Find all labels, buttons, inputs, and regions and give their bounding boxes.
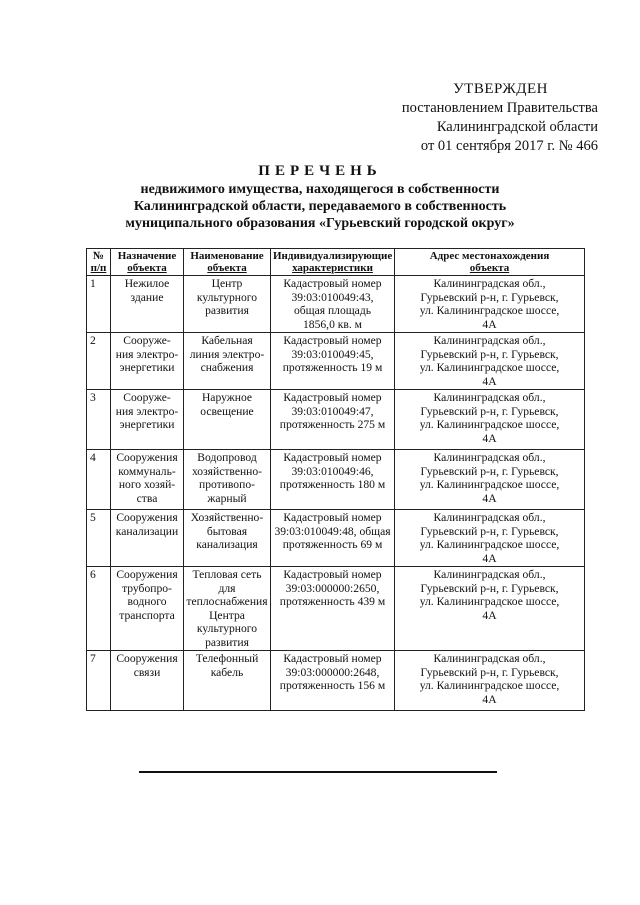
cell-address-line: ул. Калининградское шоссе,	[419, 361, 560, 374]
cell-purpose-line: коммуналь-	[118, 464, 176, 478]
table-row	[87, 390, 585, 450]
header-num: № п/п	[87, 249, 111, 276]
table-row	[87, 567, 585, 651]
cell-purpose	[111, 510, 184, 567]
cell-name-line: бытовая	[206, 524, 248, 538]
cell-name-line: Центра	[209, 608, 245, 622]
cell-num: 7	[87, 651, 111, 711]
header-address: Адрес местонахождения объекта	[395, 249, 585, 276]
cell-name-line: культурного	[196, 290, 258, 304]
cell-purpose-line: связи	[133, 665, 161, 679]
cell-address-line: ул. Калининградское шоссе,	[419, 304, 560, 317]
cell-name-line: Хозяйственно-	[190, 511, 264, 524]
cell-num: 2	[87, 333, 111, 390]
approval-title: УТВЕРЖДЕН	[453, 81, 548, 97]
cell-num: 4	[87, 450, 111, 510]
cell-address	[395, 276, 585, 333]
cell-purpose-line: Сооруже-	[123, 391, 171, 404]
cell-characteristics	[271, 390, 395, 450]
cell-purpose	[111, 390, 184, 450]
cell-address-line: ул. Калининградское шоссе,	[419, 478, 560, 491]
document-title: ПЕРЕЧЕНЬ	[258, 163, 382, 179]
cell-characteristics-line: Кадастровый номер	[283, 652, 382, 665]
cell-purpose	[111, 276, 184, 333]
cell-address-line: 4А	[482, 551, 497, 565]
cell-characteristics-line: 39:03:010049:48, общая	[274, 524, 391, 538]
cell-characteristics	[271, 333, 395, 390]
cell-purpose-line: Сооруже-	[123, 334, 171, 347]
cell-name-line: развития	[205, 635, 249, 649]
cell-num: 3	[87, 390, 111, 450]
heading-line-1: недвижимого имущества, находящегося в собственности	[140, 182, 500, 197]
cell-characteristics-line: 39:03:000000:2648,	[285, 665, 380, 679]
cell-name-line: Тепловая сеть	[192, 568, 262, 581]
cell-name-line: Наружное	[201, 391, 253, 404]
cell-characteristics-line: протяженность 19 м	[282, 361, 383, 374]
cell-characteristics-line: протяженность 275 м	[279, 418, 386, 431]
cell-address-line: Гурьевский р-н, г. Гурьевск,	[420, 464, 559, 478]
cell-address-line: ул. Калининградское шоссе,	[419, 679, 560, 692]
table-body	[87, 276, 585, 711]
cell-address-line: 4А	[482, 431, 497, 445]
cell-address-line: Гурьевский р-н, г. Гурьевск,	[420, 404, 559, 418]
approval-line-2: Калининградской области	[436, 119, 598, 135]
cell-purpose-line: транспорта	[119, 608, 175, 622]
cell-address-line: Калининградская обл.,	[433, 451, 546, 464]
cell-purpose-line: ния электро-	[115, 404, 179, 418]
table-row	[87, 276, 585, 333]
cell-address-line: ул. Калининградское шоссе,	[419, 595, 560, 608]
cell-characteristics-line: протяженность 439 м	[279, 595, 386, 608]
table-header-row	[87, 249, 585, 276]
cell-name-line: освещение	[200, 404, 254, 418]
cell-characteristics-line: 39:03:010049:45,	[291, 347, 374, 361]
header-characteristics: Индивидуализирующие характеристики	[271, 249, 395, 276]
cell-address-line: Гурьевский р-н, г. Гурьевск,	[420, 665, 559, 679]
cell-name	[184, 567, 271, 651]
cell-address-line: ул. Калининградское шоссе,	[419, 418, 560, 431]
cell-characteristics-line: Кадастровый номер	[283, 568, 382, 581]
cell-characteristics-line: протяженность 69 м	[282, 538, 383, 551]
cell-address-line: 4А	[482, 317, 497, 331]
cell-characteristics-line: 1856,0 кв. м	[302, 317, 363, 331]
cell-address-line: ул. Калининградское шоссе,	[419, 538, 560, 551]
cell-purpose-line: ния электро-	[115, 347, 179, 361]
cell-address	[395, 567, 585, 651]
cell-purpose-line: энергетики	[119, 418, 175, 431]
cell-characteristics-line: общая площадь	[293, 304, 372, 317]
cell-address-line: 4А	[482, 608, 497, 622]
cell-name-line: культурного	[196, 622, 258, 635]
cell-address	[395, 450, 585, 510]
cell-characteristics	[271, 651, 395, 711]
cell-purpose-line: Сооружения	[116, 511, 178, 524]
table-row	[87, 450, 585, 510]
cell-address-line: Калининградская обл.,	[433, 334, 546, 347]
cell-purpose-line: Сооружения	[116, 568, 178, 581]
cell-address-line: 4А	[482, 374, 497, 388]
cell-characteristics	[271, 450, 395, 510]
cell-address-line: Калининградская обл.,	[433, 652, 546, 665]
table-row	[87, 333, 585, 390]
bottom-divider	[139, 771, 497, 773]
cell-characteristics-line: Кадастровый номер	[283, 334, 382, 347]
cell-name	[184, 651, 271, 711]
cell-characteristics	[271, 510, 395, 567]
heading-line-2: Калининградской области, передаваемого в собственность	[133, 199, 507, 214]
cell-name	[184, 276, 271, 333]
cell-name-line: Центр	[211, 277, 243, 290]
cell-name-line: снабжения	[200, 361, 254, 374]
cell-purpose-line: энергетики	[119, 361, 175, 374]
cell-name	[184, 390, 271, 450]
cell-name-line: канализация	[196, 538, 258, 551]
approval-line-3: от 01 сентября 2017 г. № 466	[420, 138, 598, 154]
cell-num: 1	[87, 276, 111, 333]
cell-name	[184, 510, 271, 567]
table-row	[87, 510, 585, 567]
approval-block	[402, 80, 598, 156]
property-table	[86, 248, 585, 711]
cell-purpose	[111, 567, 184, 651]
cell-address	[395, 651, 585, 711]
cell-address	[395, 510, 585, 567]
cell-name-line: жарный	[207, 491, 247, 505]
cell-address-line: Калининградская обл.,	[433, 277, 546, 290]
cell-characteristics-line: Кадастровый номер	[283, 277, 382, 290]
cell-purpose-line: здание	[130, 290, 164, 304]
cell-address	[395, 333, 585, 390]
cell-address-line: Калининградская обл.,	[433, 568, 546, 581]
cell-characteristics-line: протяженность 156 м	[279, 679, 386, 692]
header-name: Наименование объекта	[184, 249, 271, 276]
cell-address-line: Калининградская обл.,	[433, 511, 546, 524]
cell-name-line: теплоснабжения	[186, 595, 268, 608]
cell-address-line: 4А	[482, 491, 497, 505]
cell-address-line: Гурьевский р-н, г. Гурьевск,	[420, 524, 559, 538]
cell-characteristics-line: 39:03:010049:47,	[291, 404, 374, 418]
heading-line-3: муниципального образования «Гурьевский городской округ»	[125, 216, 515, 231]
cell-name-line: линия электро-	[189, 347, 265, 361]
cell-characteristics-line: протяженность 180 м	[279, 478, 386, 491]
cell-name-line: развития	[205, 304, 249, 317]
cell-num: 5	[87, 510, 111, 567]
cell-name-line: Телефонный	[195, 652, 259, 665]
cell-purpose-line: водного	[127, 595, 167, 608]
cell-characteristics	[271, 276, 395, 333]
cell-purpose-line: ства	[136, 491, 158, 505]
cell-purpose-line: трубопро-	[122, 581, 172, 595]
cell-purpose-line: Сооружения	[116, 451, 178, 464]
cell-address-line: Гурьевский р-н, г. Гурьевск,	[420, 581, 559, 595]
cell-name-line: хозяйственно-	[191, 464, 263, 478]
cell-address-line: Гурьевский р-н, г. Гурьевск,	[420, 347, 559, 361]
cell-characteristics-line: 39:03:000000:2650,	[285, 581, 380, 595]
cell-purpose-line: Нежилое	[124, 277, 170, 290]
cell-address	[395, 390, 585, 450]
cell-address-line: Калининградская обл.,	[433, 391, 546, 404]
cell-purpose-line: Сооружения	[116, 652, 178, 665]
header-purpose: Назначение объекта	[111, 249, 184, 276]
cell-num: 6	[87, 567, 111, 651]
cell-purpose	[111, 333, 184, 390]
cell-name-line: кабель	[210, 665, 244, 679]
cell-name-line: противопо-	[199, 478, 255, 491]
cell-characteristics	[271, 567, 395, 651]
approval-line-1: постановлением Правительства	[401, 100, 598, 116]
cell-address-line: Гурьевский р-н, г. Гурьевск,	[420, 290, 559, 304]
cell-name-line: для	[218, 581, 236, 595]
cell-name	[184, 333, 271, 390]
cell-purpose-line: канализации	[115, 524, 179, 538]
cell-name-line: Водопровод	[197, 451, 257, 464]
cell-name-line: Кабельная	[201, 334, 253, 347]
cell-name	[184, 450, 271, 510]
cell-characteristics-line: Кадастровый номер	[283, 391, 382, 404]
cell-purpose-line: ного хозяй-	[118, 478, 176, 491]
document-heading	[0, 161, 640, 232]
table-row	[87, 651, 585, 711]
cell-characteristics-line: Кадастровый номер	[283, 511, 382, 524]
cell-characteristics-line: 39:03:010049:43,	[291, 290, 374, 304]
cell-address-line: 4А	[482, 692, 497, 706]
cell-characteristics-line: Кадастровый номер	[283, 451, 382, 464]
cell-characteristics-line: 39:03:010049:46,	[291, 464, 374, 478]
cell-purpose	[111, 651, 184, 711]
cell-purpose	[111, 450, 184, 510]
